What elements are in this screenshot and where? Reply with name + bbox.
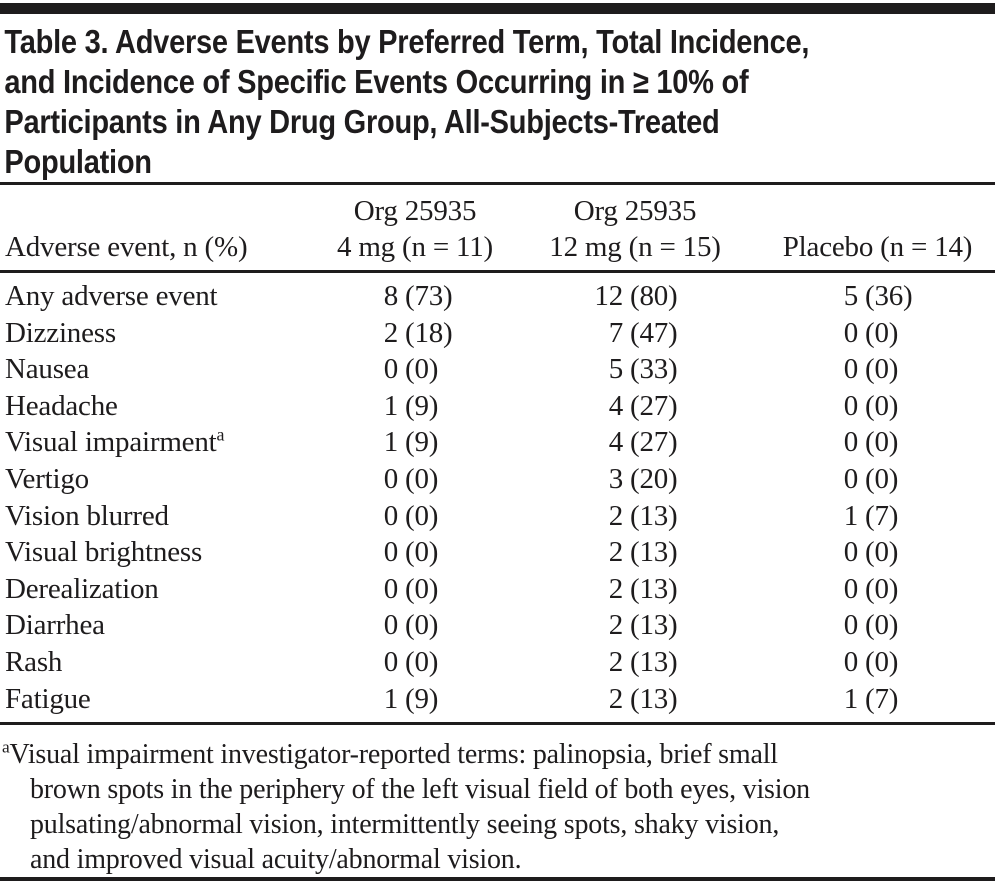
pct-placebo: (0) <box>865 609 899 642</box>
count-12mg: 12 <box>594 280 623 312</box>
pct-placebo: (7) <box>865 499 899 532</box>
count-placebo: 0 <box>843 462 858 495</box>
pct-12mg: (33) <box>630 353 678 386</box>
pct-12mg: (13) <box>630 572 678 605</box>
count-4mg: 0 <box>383 609 398 642</box>
count-placebo: 0 <box>843 536 858 569</box>
count-placebo: 0 <box>843 389 858 422</box>
col-header-adverse-event: Adverse event, n (%) <box>5 231 248 263</box>
footnote-line: brown spots in the periphery of the left visual field of both eyes, vision <box>30 774 810 806</box>
table-row <box>0 644 995 681</box>
event-name: Diarrhea <box>5 609 105 642</box>
pct-12mg: (13) <box>630 645 678 678</box>
pct-4mg: (73) <box>405 280 453 312</box>
table-row <box>0 607 995 644</box>
adverse-event-label <box>0 644 320 681</box>
count-4mg: 1 <box>383 426 398 459</box>
count-4mg: 0 <box>383 645 398 678</box>
pct-12mg: (13) <box>630 609 678 642</box>
footnote <box>0 725 995 877</box>
pct-4mg: (9) <box>405 389 439 422</box>
col-header-org-4mg-line1: Org 25935 <box>353 195 477 227</box>
event-name: Derealization <box>5 572 159 605</box>
adverse-event-label <box>0 498 320 535</box>
count-4mg: 1 <box>383 682 398 715</box>
count-placebo: 1 <box>843 682 858 715</box>
footnote-line <box>2 737 995 772</box>
top-black-bar <box>0 3 995 14</box>
count-12mg: 2 <box>608 609 623 642</box>
count-placebo: 1 <box>843 499 858 532</box>
table-row <box>0 571 995 608</box>
pct-4mg: (0) <box>405 609 439 642</box>
table-row <box>0 278 995 315</box>
pct-placebo: (0) <box>865 389 899 422</box>
pct-4mg: (0) <box>405 353 439 386</box>
adverse-event-label <box>0 351 320 388</box>
title-line: Population <box>4 143 152 180</box>
count-4mg: 0 <box>383 536 398 569</box>
table-body <box>0 273 995 722</box>
adverse-event-label <box>0 461 320 498</box>
count-4mg: 2 <box>383 316 398 349</box>
pct-12mg: (13) <box>630 682 678 715</box>
event-name: Fatigue <box>5 682 91 715</box>
count-placebo: 0 <box>843 426 858 459</box>
pct-placebo: (0) <box>865 316 899 349</box>
table-row <box>0 681 995 718</box>
pct-12mg: (13) <box>630 499 678 532</box>
event-name: Rash <box>5 645 63 678</box>
pct-placebo: (0) <box>865 572 899 605</box>
count-12mg: 5 <box>608 353 623 386</box>
count-4mg: 0 <box>383 462 398 495</box>
count-12mg: 2 <box>608 645 623 678</box>
col-header-org-12mg-line1: Org 25935 <box>573 195 697 227</box>
table-row <box>0 351 995 388</box>
event-name: Visual impairment <box>5 426 217 459</box>
adverse-event-label <box>0 534 320 571</box>
count-12mg: 4 <box>608 389 623 422</box>
pct-12mg: (80) <box>630 280 678 312</box>
bottom-rule <box>0 877 995 881</box>
footnote-text: Visual impairment investigator-reported terms: palinopsia, brief small <box>9 739 778 771</box>
footnote-line: pulsating/abnormal vision, intermittently seeing spots, shaky vision, <box>30 809 780 841</box>
adverse-event-label <box>0 681 320 718</box>
pct-placebo: (0) <box>865 353 899 386</box>
col-header-placebo: Placebo (n = 14) <box>782 231 973 263</box>
pct-placebo: (0) <box>865 426 899 459</box>
count-12mg: 3 <box>608 462 623 495</box>
count-placebo: 5 <box>843 280 858 312</box>
pct-4mg: (0) <box>405 462 439 495</box>
header-row <box>0 185 995 270</box>
pct-4mg: (18) <box>405 316 453 349</box>
count-placebo: 0 <box>843 316 858 349</box>
pct-placebo: (0) <box>865 536 899 569</box>
event-name: Headache <box>5 389 118 422</box>
pct-placebo: (0) <box>865 462 899 495</box>
adverse-event-label <box>0 424 320 461</box>
count-4mg: 0 <box>383 572 398 605</box>
table-title <box>0 14 995 182</box>
title-line: Table 3. Adverse Events by Preferred Term, Total Incidence, <box>4 23 810 60</box>
pct-placebo: (36) <box>865 280 913 312</box>
count-12mg: 2 <box>608 572 623 605</box>
pct-placebo: (7) <box>865 682 899 715</box>
pct-4mg: (9) <box>405 682 439 715</box>
event-name: Vision blurred <box>5 499 169 532</box>
adverse-event-label <box>0 571 320 608</box>
event-footnote-marker: a <box>216 424 225 445</box>
footnote-line: and improved visual acuity/abnormal vision. <box>30 844 522 876</box>
table-row <box>0 315 995 352</box>
count-placebo: 0 <box>843 609 858 642</box>
col-header-org-4mg-line2: 4 mg (n = 11) <box>336 231 494 263</box>
pct-12mg: (20) <box>630 462 678 495</box>
event-name: Any adverse event <box>5 280 218 312</box>
pct-12mg: (13) <box>630 536 678 569</box>
col-header-org-12mg <box>510 193 760 265</box>
count-12mg: 7 <box>608 316 623 349</box>
table-row <box>0 424 995 461</box>
count-placebo: 0 <box>843 572 858 605</box>
adverse-event-label <box>0 607 320 644</box>
event-name: Dizziness <box>5 316 116 349</box>
adverse-event-label <box>0 315 320 352</box>
count-12mg: 2 <box>608 682 623 715</box>
count-4mg: 0 <box>383 499 398 532</box>
title-line: Participants in Any Drug Group, All-Subjects-Treated <box>4 103 720 140</box>
count-12mg: 2 <box>608 499 623 532</box>
count-4mg: 8 <box>383 280 398 312</box>
count-placebo: 0 <box>843 353 858 386</box>
pct-4mg: (0) <box>405 536 439 569</box>
pct-4mg: (9) <box>405 426 439 459</box>
table-row <box>0 461 995 498</box>
event-name: Nausea <box>5 353 90 386</box>
table-row <box>0 388 995 425</box>
event-name: Visual brightness <box>5 536 203 569</box>
pct-12mg: (47) <box>630 316 678 349</box>
pct-4mg: (0) <box>405 572 439 605</box>
table-row <box>0 534 995 571</box>
count-12mg: 2 <box>608 536 623 569</box>
event-name: Vertigo <box>5 462 89 495</box>
table-row <box>0 498 995 535</box>
adverse-event-label <box>0 278 320 315</box>
pct-4mg: (0) <box>405 645 439 678</box>
col-header-org-4mg <box>320 193 510 265</box>
title-line: and Incidence of Specific Events Occurring in ≥ 10% of <box>4 63 749 100</box>
pct-placebo: (0) <box>865 645 899 678</box>
pct-12mg: (27) <box>630 389 678 422</box>
col-header-org-12mg-line2: 12 mg (n = 15) <box>549 231 721 263</box>
count-4mg: 1 <box>383 389 398 422</box>
count-4mg: 0 <box>383 353 398 386</box>
pct-12mg: (27) <box>630 426 678 459</box>
footnote-marker: a <box>2 737 10 757</box>
count-12mg: 4 <box>608 426 623 459</box>
pct-4mg: (0) <box>405 499 439 532</box>
count-placebo: 0 <box>843 645 858 678</box>
adverse-event-label <box>0 388 320 425</box>
